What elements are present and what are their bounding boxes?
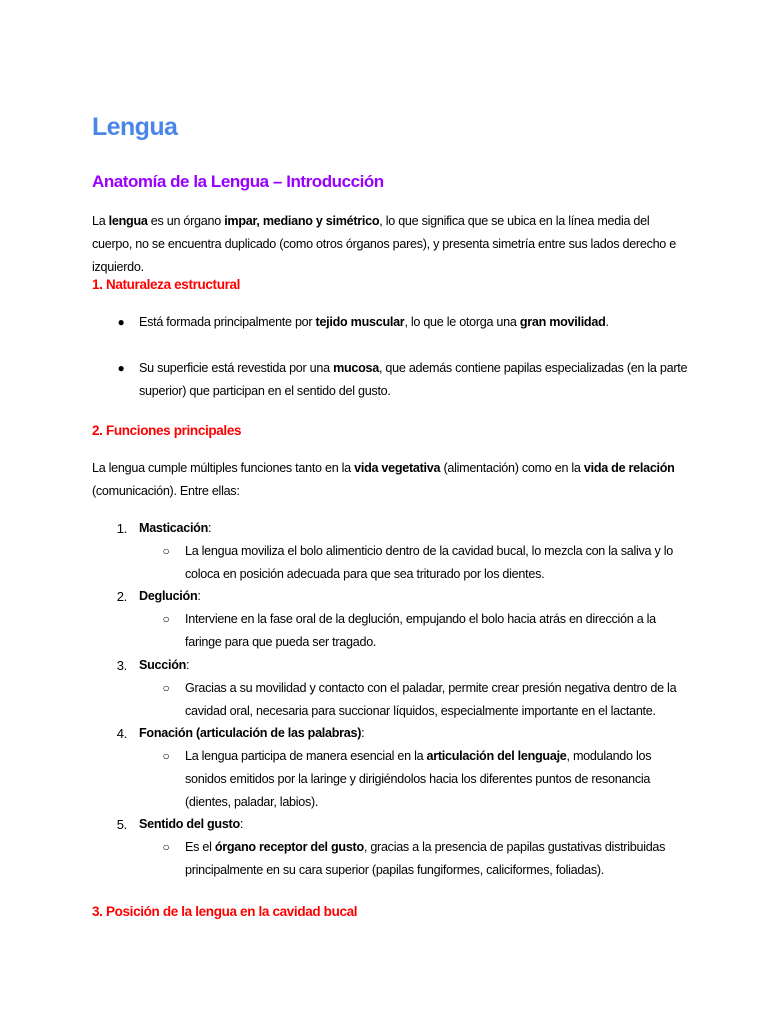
- circle-bullet-icon: ○: [162, 612, 170, 626]
- intro-paragraph: [92, 210, 688, 279]
- functions-bold-part: vida de relación: [583, 461, 675, 475]
- bullet-bold-part: mucosa: [333, 361, 379, 375]
- detail-text: Interviene en la fase oral de la deglución, empujando el bolo hacia atrás en dirección a la faringe para que pueda ser tragado.: [185, 612, 656, 649]
- circle-bullet-icon: ○: [162, 840, 170, 854]
- detail-text: Gracias a su movilidad y contacto con el paladar, permite crear presión negativa dentro de la cavidad oral, necesaria para succionar líquidos, especialmente importante en el lactante.: [185, 681, 677, 718]
- bullet-text: [139, 311, 688, 334]
- function-title-suffix: :: [208, 521, 212, 535]
- detail-text: La lengua participa de manera esencial en la: [185, 749, 427, 763]
- number-marker: 4.: [116, 726, 127, 741]
- numbered-item-title: [139, 722, 364, 745]
- intro-text-1: La: [92, 214, 109, 228]
- function-title: Masticación: [139, 521, 209, 535]
- section-subtitle: Anatomía de la Lengua – Introducción: [92, 172, 384, 191]
- function-title: Fonación (articulación de las palabras): [139, 726, 362, 740]
- functions-bold-part: vida vegetativa: [354, 461, 441, 475]
- bullet-icon: ●: [117, 315, 125, 329]
- function-title: Sentido del gusto: [139, 817, 240, 831]
- bullet-bold-part: tejido muscular: [315, 315, 405, 329]
- section-heading-1: 1. Naturaleza estructural: [92, 277, 241, 292]
- detail-bold-text: órgano receptor del gusto: [214, 840, 364, 854]
- sub-list-text: [185, 836, 688, 882]
- function-title: Deglución: [139, 589, 198, 603]
- numbered-item-title: [139, 517, 211, 540]
- intro-text-3: , lo que significa que se ubica en la línea media del cuerpo, no se encuentra duplicado (como otros órganos pares), y presenta simetría entre sus lados derecho e izquierdo.: [92, 214, 676, 274]
- intro-text-2: es un órgano: [147, 214, 225, 228]
- sub-list-text: [185, 745, 688, 814]
- circle-bullet-icon: ○: [162, 544, 170, 558]
- function-title-suffix: :: [186, 658, 190, 672]
- numbered-item-title: [139, 654, 189, 677]
- function-title-suffix: :: [239, 817, 244, 831]
- bullet-text: [139, 357, 688, 403]
- functions-text-part: (alimentación) como en la: [440, 461, 584, 475]
- sub-list-text: [185, 677, 688, 723]
- bullet-icon: ●: [117, 361, 125, 375]
- detail-text: , modulando los sonidos emitidos por la laringe y dirigiéndolos hacia los diferentes puntos de resonancia (dientes, paladar, labios).: [185, 749, 652, 809]
- page-title: Lengua: [92, 113, 178, 141]
- detail-text: , gracias a la presencia de papilas gustativas distribuidas principalmente en su cara superior (papilas fungiformes, caliciformes, foliadas).: [185, 840, 666, 877]
- circle-bullet-icon: ○: [162, 681, 170, 695]
- bullet-text-part: , que además contiene papilas especializadas (en la parte superior) que participan en el sentido del gusto.: [139, 361, 688, 398]
- intro-bold-impar: impar, mediano y simétrico: [224, 214, 380, 228]
- number-marker: 1.: [116, 521, 127, 536]
- detail-text: Es el: [185, 840, 215, 854]
- detail-bold-text: articulación del lenguaje: [426, 749, 567, 763]
- numbered-item-title: [139, 813, 243, 836]
- bullet-text-part: Está formada principalmente por: [139, 315, 316, 329]
- function-title: Succión: [139, 658, 187, 672]
- bullet-text-part: , lo que le otorga una: [404, 315, 520, 329]
- sub-list-text: [185, 540, 688, 586]
- circle-bullet-icon: ○: [162, 749, 170, 763]
- detail-text: La lengua moviliza el bolo alimenticio dentro de la cavidad bucal, lo mezcla con la saliva y lo coloca en posición adecuada para que sea triturado por los dientes.: [185, 544, 673, 581]
- section-heading-2: 2. Funciones principales: [92, 423, 242, 438]
- function-title-suffix: :: [361, 726, 365, 740]
- section-heading-3: 3. Posición de la lengua en la cavidad bucal: [92, 904, 358, 919]
- functions-intro-paragraph: [92, 457, 688, 503]
- functions-text-part: (comunicación). Entre ellas:: [92, 484, 240, 498]
- intro-bold-lengua: lengua: [108, 214, 148, 228]
- number-marker: 2.: [116, 589, 127, 604]
- bullet-bold-part: gran movilidad: [519, 315, 606, 329]
- sub-list-text: [185, 608, 688, 654]
- number-marker: 3.: [116, 658, 127, 673]
- bullet-text-part: Su superficie está revestida por una: [139, 361, 334, 375]
- function-title-suffix: :: [197, 589, 201, 603]
- number-marker: 5.: [116, 817, 127, 832]
- functions-text-part: La lengua cumple múltiples funciones tanto en la: [92, 461, 355, 475]
- numbered-item-title: [139, 585, 201, 608]
- document-page: [92, 0, 688, 1024]
- bullet-text-part: .: [605, 315, 609, 329]
